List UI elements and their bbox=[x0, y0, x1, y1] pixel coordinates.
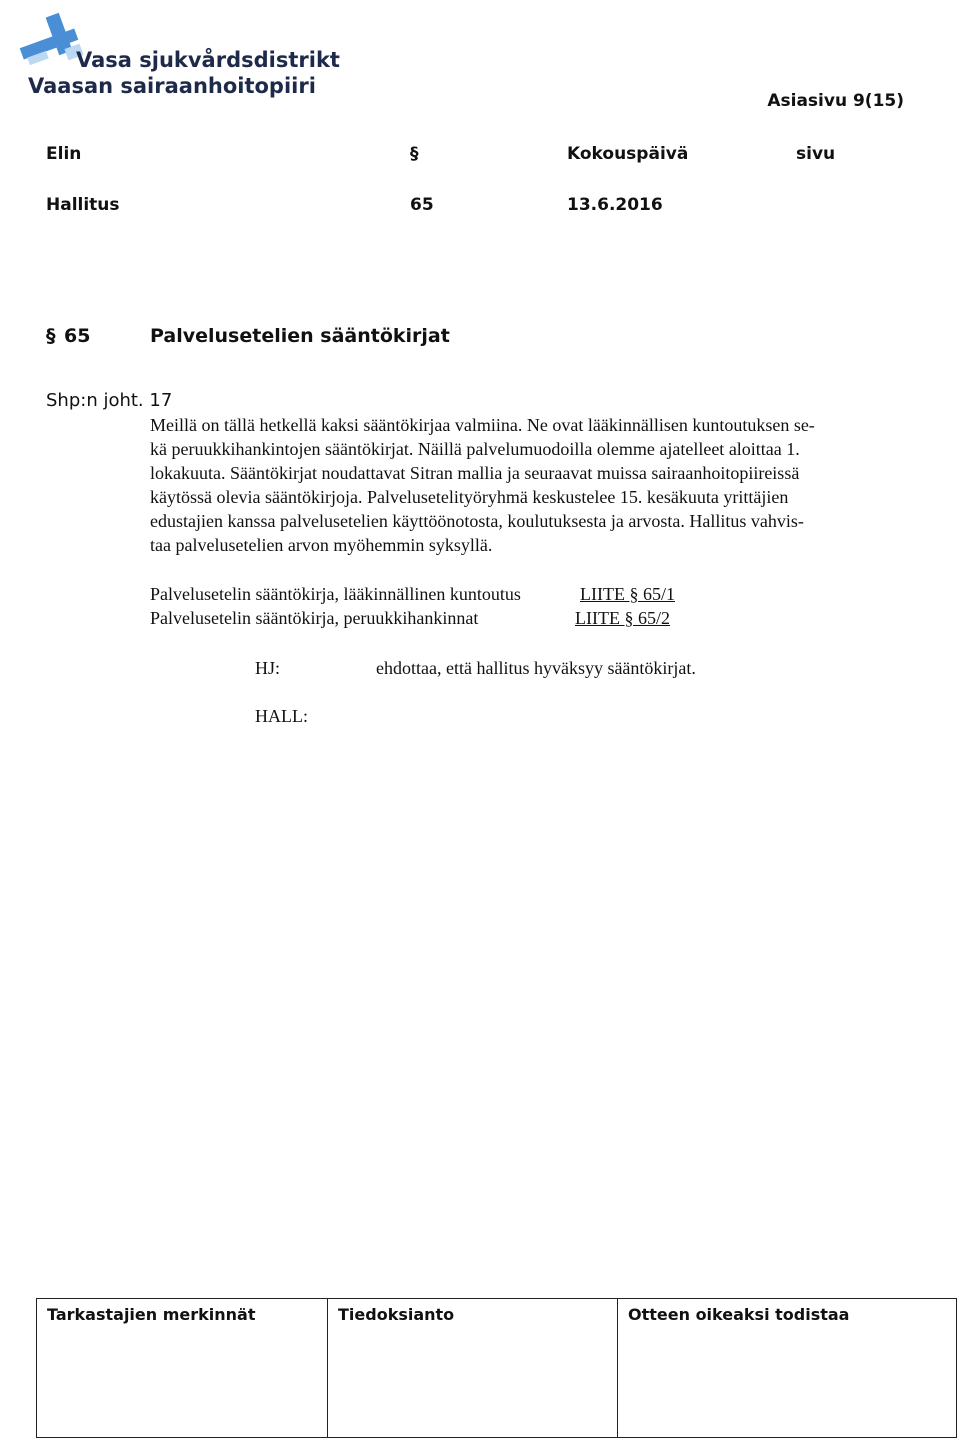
attachment-link[interactable]: LIITE § 65/2 bbox=[575, 608, 670, 628]
header-meeting-date-value: 13.6.2016 bbox=[567, 195, 663, 215]
section-number: 65 bbox=[64, 325, 91, 347]
author-line: Shp:n joht. 17 bbox=[46, 390, 173, 411]
section-title: Palvelusetelien sääntökirjat bbox=[150, 325, 450, 347]
body-line: lokakuuta. Sääntökirjat noudattavat Sitran mallia ja seuraavat muissa sairaanhoitopiireissä bbox=[150, 463, 800, 483]
page-label: Asiasivu 9(15) bbox=[767, 91, 904, 111]
org-name-swedish: Vasa sjukvårdsdistrikt bbox=[76, 48, 340, 72]
footer-reviewers-label: Tarkastajien merkinnät bbox=[47, 1305, 256, 1324]
body-line: Meillä on tällä hetkellä kaksi sääntökirjaa valmiina. Ne ovat lääkinnällisen kuntoutuksen se- bbox=[150, 415, 815, 435]
header-elin-label: Elin bbox=[46, 144, 82, 164]
attachment-description: Palvelusetelin sääntökirja, peruukkihankinnat bbox=[150, 608, 479, 628]
footer-notice-label: Tiedoksianto bbox=[338, 1305, 455, 1324]
footer-reviewers-cell bbox=[37, 1299, 327, 1437]
attachment-item bbox=[150, 606, 478, 630]
footer-certification-label: Otteen oikeaksi todistaa bbox=[628, 1305, 850, 1324]
hall-label: HALL: bbox=[255, 706, 308, 726]
attachment-description: Palvelusetelin sääntökirja, lääkinnällinen kuntoutus bbox=[150, 584, 521, 604]
footer-certification-cell bbox=[617, 1299, 956, 1437]
footer-notice-cell bbox=[327, 1299, 617, 1437]
footer-signature-table bbox=[36, 1298, 957, 1438]
body-line: kä peruukkihankintojen sääntökirjat. Näillä palvelumuodoilla olemme ajatelleet aloittaa 1. bbox=[150, 439, 800, 459]
body-line: käytössä olevia sääntökirjoja. Palvelusetelityöryhmä keskustelee 15. kesäkuuta yrittäjien bbox=[150, 487, 789, 507]
body-line: taa palvelusetelien arvon myöhemmin syksyllä. bbox=[150, 535, 493, 555]
header-elin-value: Hallitus bbox=[46, 195, 120, 215]
attachment-link[interactable]: LIITE § 65/1 bbox=[580, 584, 675, 604]
header-paragraph-label: § bbox=[410, 144, 419, 164]
attachment-item bbox=[150, 582, 521, 606]
header-meeting-date-label: Kokouspäivä bbox=[567, 144, 689, 164]
header-paragraph-value: 65 bbox=[410, 195, 434, 215]
hj-label: HJ: bbox=[255, 658, 281, 678]
body-line: edustajien kanssa palvelusetelien käyttöönotosta, koulutuksesta ja arvosta. Hallitus vahvis- bbox=[150, 511, 804, 531]
organization-logo bbox=[18, 12, 340, 102]
hj-proposal: ehdottaa, että hallitus hyväksyy sääntökirjat. bbox=[376, 658, 696, 678]
header-page-label: sivu bbox=[796, 144, 836, 164]
org-name-finnish: Vaasan sairaanhoitopiiri bbox=[28, 74, 316, 98]
section-symbol: § bbox=[46, 325, 56, 347]
